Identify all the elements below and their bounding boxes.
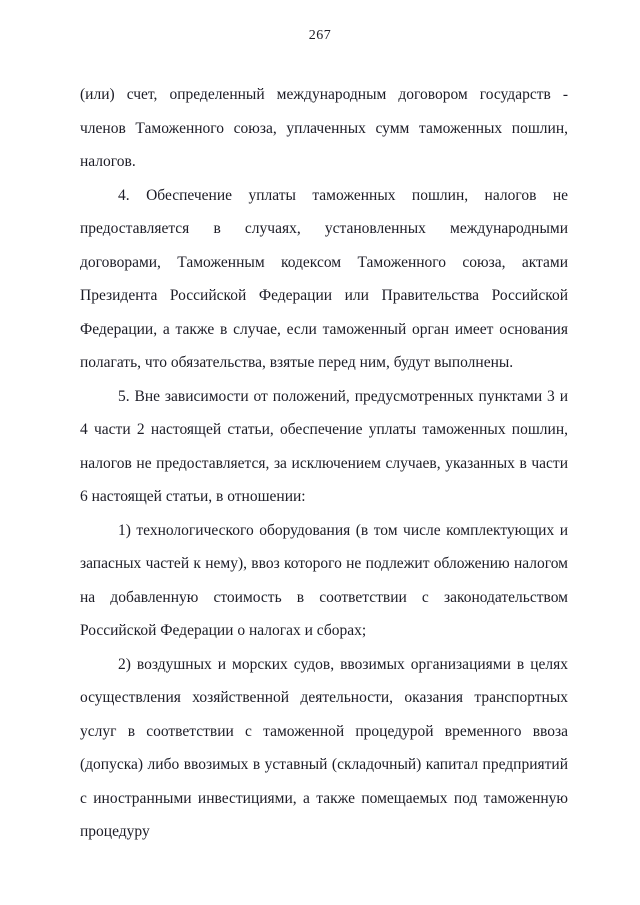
document-body: [80, 78, 568, 849]
paragraph-clause-5: 5. Вне зависимости от положений, предусмотренных пунктами 3 и 4 части 2 настоящей статьи, обеспечение уплаты таможенных пошлин, налогов не предоставляется, за исключением случаев, указанных в части 6 настоящей статьи, в отношении:: [80, 387, 568, 505]
paragraph-continuation: (или) счет, определенный международным договором государств - членов Таможенного союза, уплаченных сумм таможенных пошлин, налогов.: [80, 86, 568, 170]
page-number: 267: [308, 28, 332, 43]
paragraph-clause-4: 4. Обеспечение уплаты таможенных пошлин, налогов не предоставляется в случаях, установленных международными договорами, Таможенным кодексом Таможенного союза, актами Президента Российской Федерации или Правительства Российской Федерации, а также в случае, если таможенный орган имеет основания полагать, что обязательства, взятые перед ним, будут выполнены.: [80, 186, 568, 371]
paragraph-subclause-2: 2) воздушных и морских судов, ввозимых организациями в целях осуществления хозяйственной деятельности, оказания транспортных услуг в соответствии с таможенной процедурой временного ввоза (допуска) либо ввозимых в уставный (складочный) капитал предприятий с иностранными инвестициями, а также помещаемых под таможенную процедуру: [80, 655, 568, 840]
paragraph-subclause-1: 1) технологического оборудования (в том числе комплектующих и запасных частей к нему), ввоз которого не подлежит обложению налогом на добавленную стоимость в соответствии с законодательством Российской Федерации о налогах и сборах;: [80, 521, 568, 639]
